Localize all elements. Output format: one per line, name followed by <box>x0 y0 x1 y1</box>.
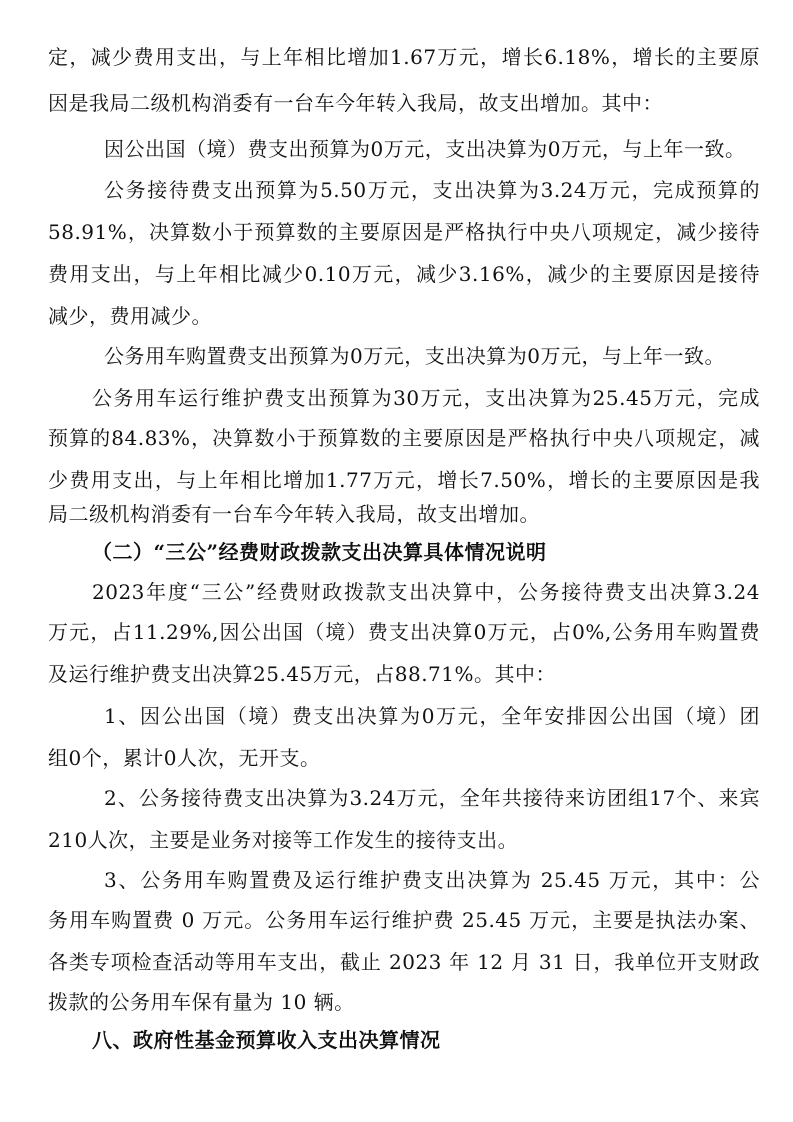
paragraph-line: 公务用车购置费支出预算为0万元，支出决算为0万元，与上年一致。 <box>104 344 725 368</box>
paragraph-line: 局二级机构消委有一台车今年转入我局，故支出增加。 <box>48 502 540 526</box>
paragraph-line: 万元，占11.29%,因公出国（境）费支出决算0万元，占0%,公务用车购置费 <box>48 620 760 644</box>
paragraph-line: 2、公务接待费支出决算为3.24万元，全年共接待来访团组17个、来宾 <box>104 786 760 810</box>
paragraph-line: 3、公务用车购置费及运行维护费支出决算为 25.45 万元，其中：公 <box>104 868 760 892</box>
paragraph-line: 因公出国（境）费支出预算为0万元，支出决算为0万元，与上年一致。 <box>104 137 746 161</box>
paragraph-line: 拨款的公务用车保有量为 10 辆。 <box>48 990 355 1014</box>
paragraph-line: 公务用车运行维护费支出预算为30万元，支出决算为25.45万元，完成 <box>92 386 760 410</box>
paragraph-line: 定，减少费用支出，与上年相比增加1.67万元，增长6.18%，增长的主要原 <box>48 45 760 69</box>
paragraph-line: 预算的84.83%，决算数小于预算数的主要原因是严格执行中央八项规定，减 <box>48 426 760 450</box>
paragraph-line: 减少，费用减少。 <box>48 304 212 328</box>
section-heading: 八、政府性基金预算收入支出决算情况 <box>92 1028 441 1052</box>
paragraph-line: 务用车购置费 0 万元。公务用车运行维护费 25.45 万元，主要是执法办案、 <box>48 908 760 932</box>
paragraph-line: 费用支出，与上年相比减少0.10万元，减少3.16%，减少的主要原因是接待 <box>48 262 760 286</box>
paragraph-line: 各类专项检查活动等用车支出，截止 2023 年 12 月 31 日，我单位开支财政 <box>48 950 760 974</box>
paragraph-line: 公务接待费支出预算为5.50万元，支出决算为3.24万元，完成预算的 <box>104 178 760 202</box>
paragraph-line: 1、因公出国（境）费支出决算为0万元，全年安排因公出国（境）团 <box>104 704 760 728</box>
paragraph-line: 58.91%，决算数小于预算数的主要原因是严格执行中央八项规定，减少接待 <box>48 220 760 244</box>
section-heading: （二）“三公”经费财政拨款支出决算具体情况说明 <box>92 540 547 564</box>
paragraph-line: 组0个，累计0人次，无开支。 <box>48 746 321 770</box>
paragraph-line: 2023年度“三公”经费财政拨款支出决算中，公务接待费支出决算3.24 <box>92 580 760 604</box>
paragraph-line: 少费用支出，与上年相比增加1.77万元，增长7.50%，增长的主要原因是我 <box>48 468 760 492</box>
paragraph-line: 210人次，主要是业务对接等工作发生的接待支出。 <box>48 828 519 852</box>
paragraph-line: 及运行维护费支出决算25.45万元，占88.71%。其中： <box>48 662 557 686</box>
paragraph-line: 因是我局二级机构消委有一台车今年转入我局，故支出增加。其中： <box>48 91 663 115</box>
